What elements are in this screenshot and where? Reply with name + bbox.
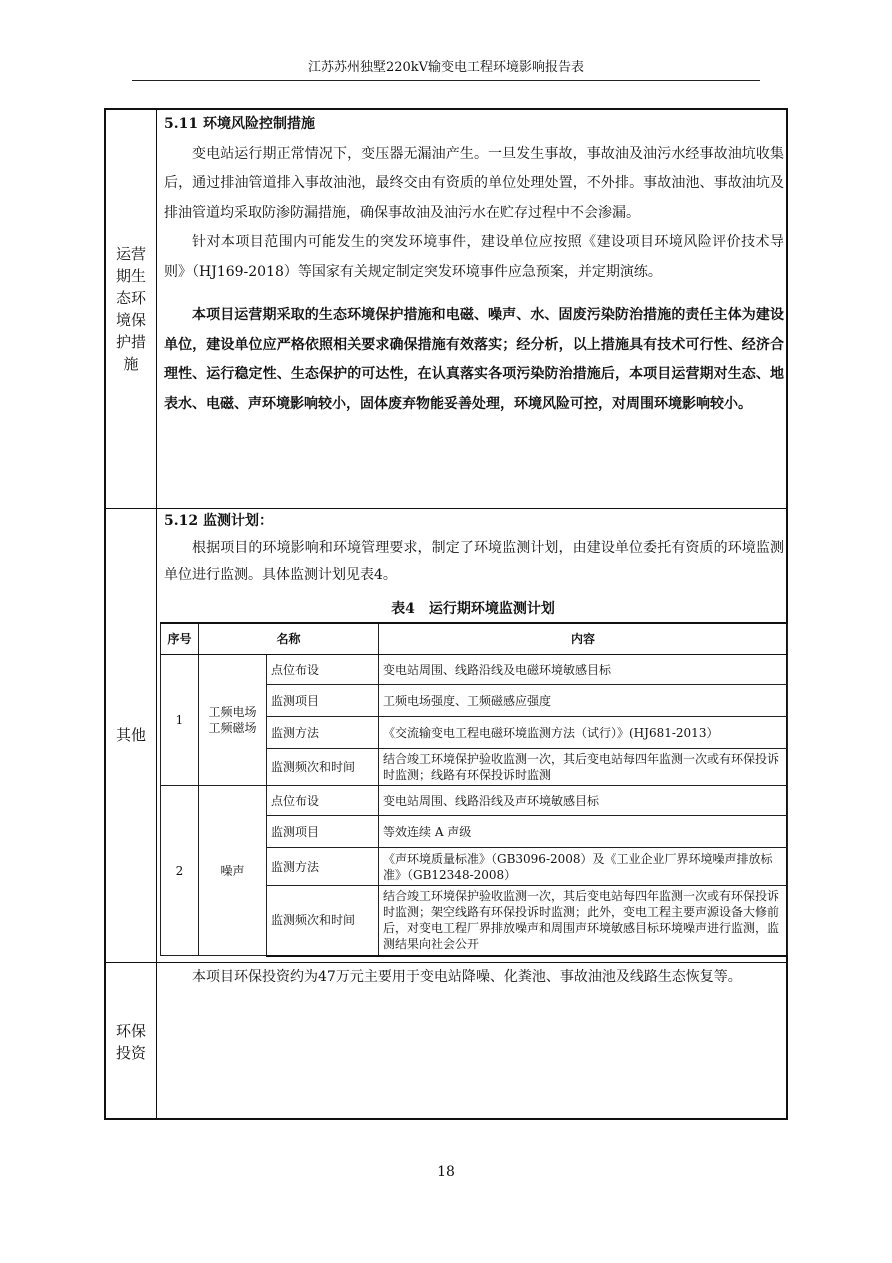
row-label-investment: [106, 962, 156, 1122]
row-label-other: [106, 508, 156, 962]
paragraph: 变电站运行期正常情况下，变压器无漏油产生。一旦发生事故，事故油及油污水经事故油坑收集后，通过排油管道排入事故油池，最终交由有资质的单位处理处置，不外排。事故油池、事故油坑及排油管道均采取防渗防漏措施，确保事故油及油污水在贮存过程中不会渗漏。: [164, 145, 784, 221]
table-row: [161, 655, 788, 685]
investment-content: [164, 962, 784, 993]
item-key: 监测频次和时间: [267, 886, 379, 956]
row-label-operation: [106, 110, 156, 508]
row-label-other-text: 其他: [115, 726, 146, 744]
column-divider: [156, 110, 157, 1118]
row-number: 1: [161, 655, 199, 786]
item-key: 监测项目: [267, 685, 379, 717]
row-label-operation-text: 运营期生态环境保护措施: [115, 245, 146, 373]
item-value: 工频电场强度、工频磁感应强度: [379, 685, 788, 717]
page-header: 江苏苏州独墅220kV输变电工程环境影响报告表: [132, 58, 760, 81]
monitor-factor: 噪声: [199, 786, 267, 956]
paragraph: 本项目环保投资约为47万元主要用于变电站降噪、化粪池、事故油池及线路生态恢复等。: [192, 969, 742, 985]
monitoring-table: [160, 622, 788, 957]
item-value: 结合竣工环境保护验收监测一次，其后变电站每四年监测一次或有环保投诉时监测；线路有环保投诉时监测: [379, 749, 788, 786]
item-key: 监测项目: [267, 816, 379, 848]
paragraph: 针对本项目范围内可能发生的突发环境事件，建设单位应按照《建设项目环境风险评价技术导则》（HJ169-2018）等国家有关规定制定突发环境事件应急预案，并定期演练。: [164, 234, 784, 280]
table-header-no: 序号: [161, 623, 199, 655]
item-value: 变电站周围、线路沿线及电磁环境敏感目标: [379, 655, 788, 685]
paragraph: 根据项目的环境影响和环境管理要求，制定了环境监测计划，由建设单位委托有资质的环境监测单位进行监测。具体监测计划见表4。: [164, 540, 784, 583]
report-table-frame: [104, 108, 788, 1120]
item-key: 点位布设: [267, 786, 379, 816]
table-row: [161, 786, 788, 816]
item-key: 监测方法: [267, 717, 379, 749]
table-header-content: 内容: [379, 623, 788, 655]
table-header-name: 名称: [199, 623, 379, 655]
item-value: 等效连续 A 声级: [379, 816, 788, 848]
row-number: 2: [161, 786, 199, 956]
paragraph-bold: 本项目运营期采取的生态环境保护措施和电磁、噪声、水、固废污染防治措施的责任主体为建设单位，建设单位应严格依照相关要求确保措施有效落实；经分析，以上措施具有技术可行性、经济合理性、运行稳定性、生态保护的可达性，在认真落实各项污染防治措施后，本项目运营期对生态、地表水、电磁、声环境影响较小，固体废弃物能妥善处理，环境风险可控，对周围环境影响较小。: [164, 307, 784, 412]
other-content: [164, 508, 784, 589]
item-value: 结合竣工环境保护验收监测一次，其后变电站每四年监测一次或有环保投诉时监测；架空线路有环保投诉时监测；此外，变电工程主要声源设备大修前后，对变电工程厂界排放噪声和周围声环境敏感目标环境噪声进行监测，监测结果向社会公开: [379, 886, 788, 956]
monitor-factor: 工频电场 工频磁场: [199, 655, 267, 786]
item-key: 监测方法: [267, 848, 379, 886]
item-value: 《声环境质量标准》（GB3096-2008）及《工业企业厂界环境噪声排放标准》（GB12348-2008）: [379, 848, 788, 886]
operation-content: [164, 110, 784, 419]
item-key: 点位布设: [267, 655, 379, 685]
table-caption: 表4 运行期环境监测计划: [391, 601, 555, 617]
row-label-investment-text: 环保投资: [115, 1022, 146, 1062]
item-key: 监测频次和时间: [267, 749, 379, 786]
item-value: 《交流输变电工程电磁环境监测方法（试行）》(HJ681-2013）: [379, 717, 788, 749]
section-title-5-11: 5.11 环境风险控制措施: [164, 116, 315, 132]
page-number: 18: [437, 1164, 455, 1180]
section-title-5-12: 5.12 监测计划：: [164, 513, 273, 529]
item-value: 变电站周围、线路沿线及声环境敏感目标: [379, 786, 788, 816]
spacer: [164, 287, 784, 301]
